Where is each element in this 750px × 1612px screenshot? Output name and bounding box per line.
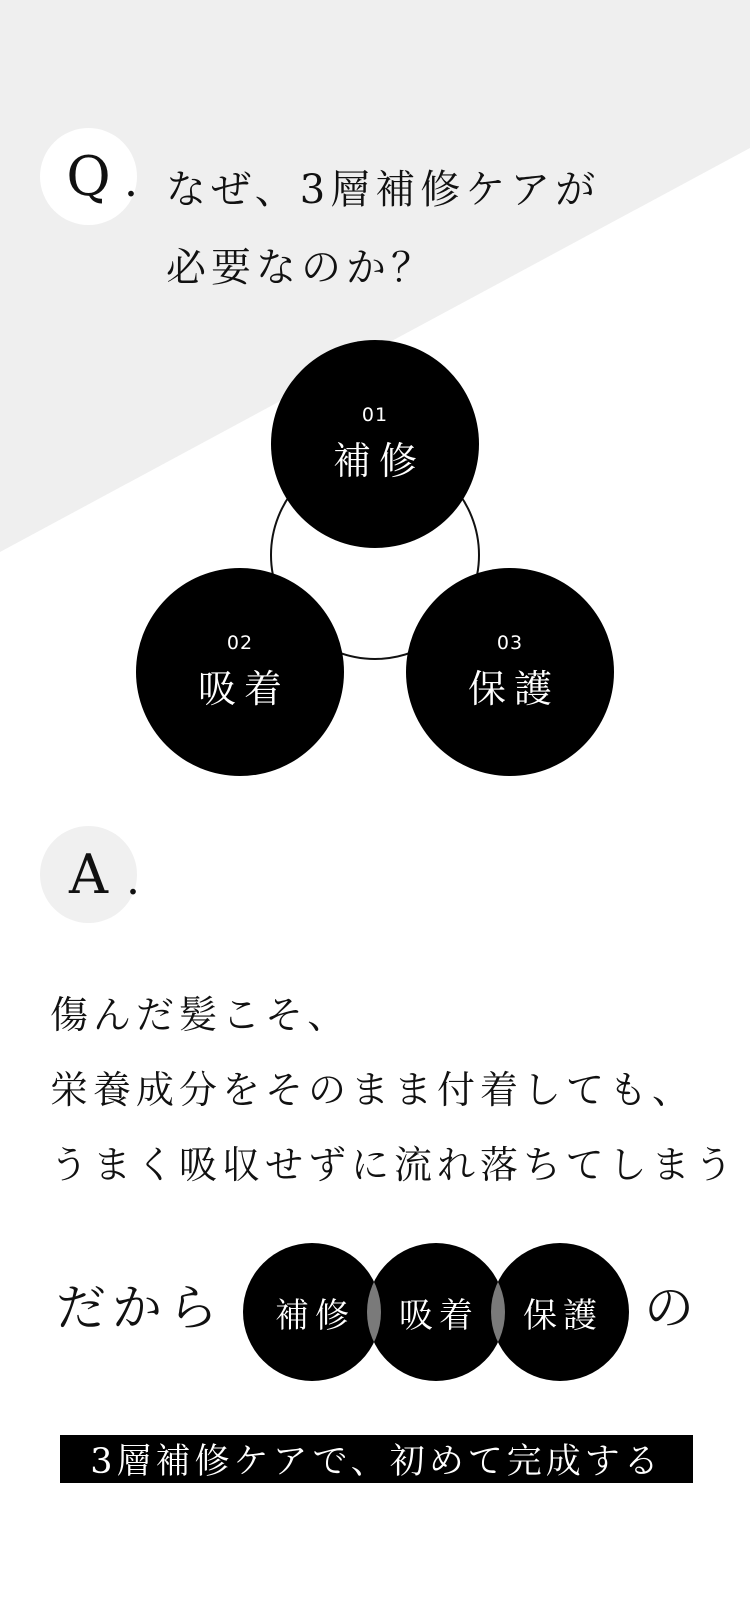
question-badge-dot: . <box>124 156 138 207</box>
conclusion-prefix: だから <box>56 1279 224 1337</box>
diagram-number: 01 <box>361 403 389 426</box>
conclusion-label-adsorb: 吸着 <box>399 1295 479 1336</box>
diagram-label: 保護 <box>467 666 560 711</box>
answer-line-3: うまく吸収せずに流れ落ちてしまう <box>50 1143 738 1187</box>
diagram-label: 補修 <box>332 438 425 483</box>
conclusion-banner: 3層補修ケアで、初めて完成する <box>60 1435 693 1483</box>
question-line-2: 必要なのか？ <box>166 245 436 291</box>
conclusion-label-repair: 補修 <box>275 1295 355 1336</box>
question-badge-letter: Q <box>66 145 111 208</box>
diagram-number: 03 <box>496 631 524 654</box>
answer-badge-letter: A <box>69 843 108 906</box>
diagram-label: 吸着 <box>197 666 290 711</box>
answer-line-2: 栄養成分をそのまま付着しても、 <box>50 1068 696 1112</box>
answer-line-1: 傷んだ髪こそ、 <box>50 993 351 1037</box>
conclusion-label-protect: 保護 <box>523 1295 603 1336</box>
conclusion-suffix: の <box>644 1279 694 1337</box>
question-line-1: なぜ、3層補修ケアが <box>166 167 601 213</box>
diagram-number: 02 <box>226 631 254 654</box>
answer-badge-dot: . <box>126 854 140 905</box>
